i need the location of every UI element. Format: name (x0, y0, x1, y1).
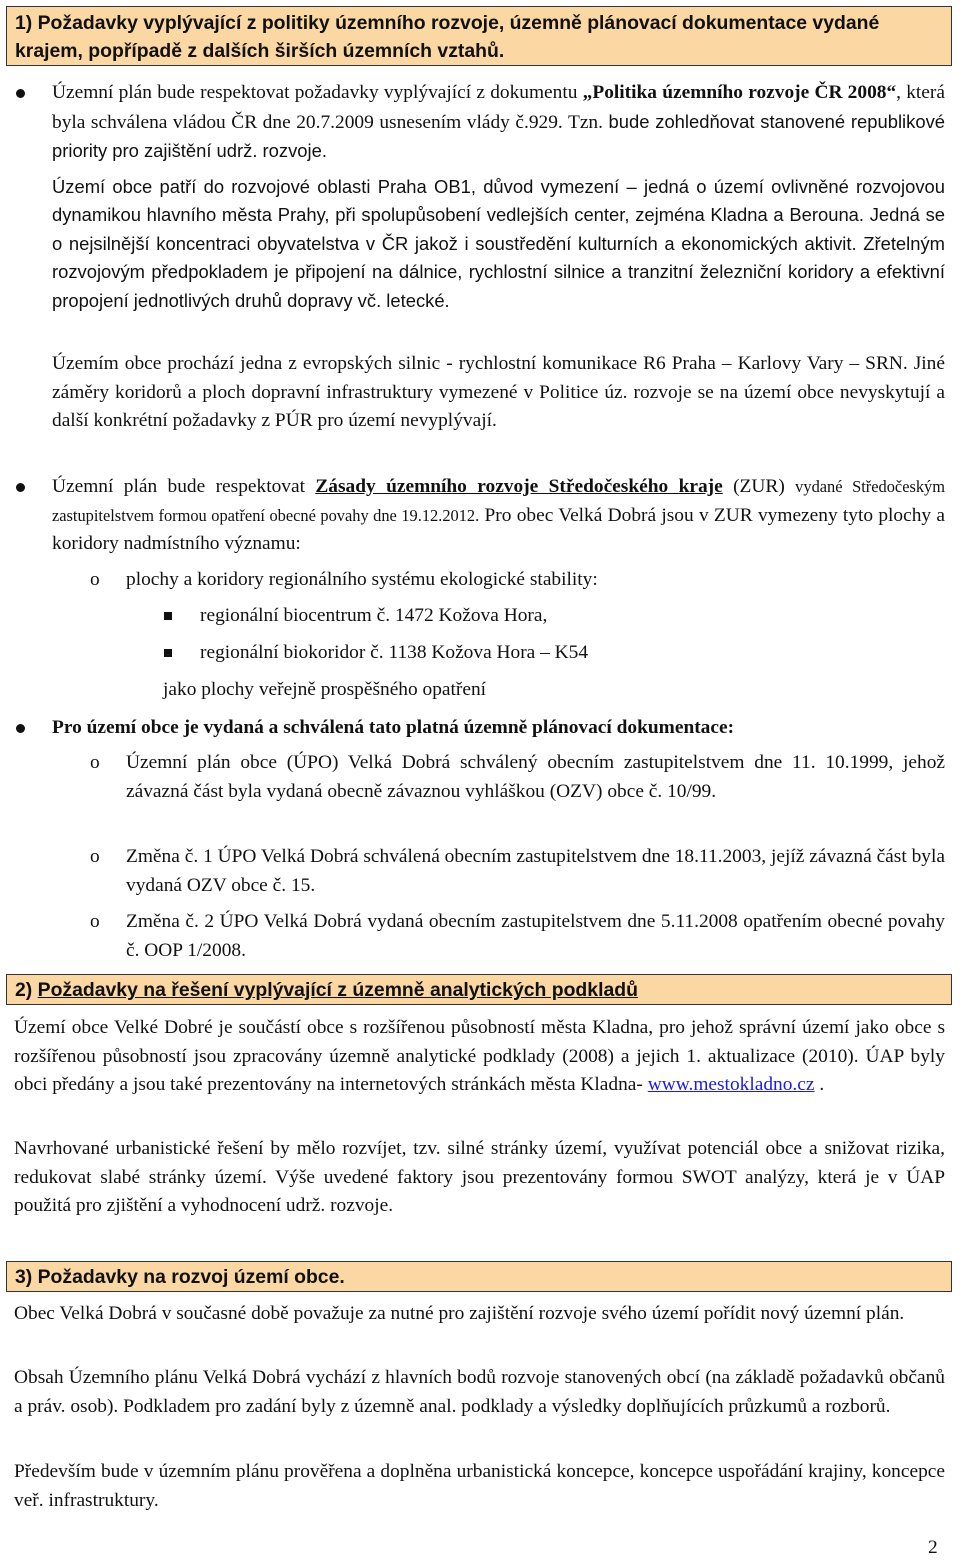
uap-paragraph: Území obce Velké Dobré je součástí obce s rozšířenou působností města Kladna, pro jehož správní území jako obce s rozšířenou působností jsou zpracovány územně analytické podklady (2008) a jejich 1. aktualizace (2010). ÚAP byly obci předány a jsou také prezentovány na internetových stránkách města Kladna- www.mestokladno.cz . (14, 1017, 945, 1095)
page-number: 2 (928, 1537, 938, 1558)
circle-bullet-icon: o (90, 752, 100, 773)
doc-item: Územní plán obce (ÚPO) Velká Dobrá schválený obecním zastupitelstvem dne 11. 10.1999, jehož závazná část byla vydaná obecně závaznou vyhláškou (OZV) obce č. 10/99. (126, 752, 945, 802)
concept-paragraph: Především bude v územním plánu prověřena a doplněna urbanistická koncepce, koncepce uspořádání krajiny, koncepce veř. infrastruktury. (14, 1461, 945, 1511)
bullet-icon (16, 483, 25, 492)
section-2-header: 2) Požadavky na řešení vyplývající z územně analytických podkladů (6, 974, 952, 1005)
square-bullet-icon (164, 649, 172, 657)
kladno-website-link[interactable]: www.mestokladno.cz (647, 1074, 815, 1095)
bullet-icon (16, 724, 25, 733)
circle-bullet-icon: o (90, 846, 100, 867)
zur-paragraph: Územní plán bude respektovat Zásady územního rozvoje Středočeského kraje (ZUR) vydané Středočeským zastupitelstvem formou opatření obecné povahy dne 19.12.2012. Pro obec Velká Dobrá jsou v ZUR vymezeny tyto plochy a koridory nadmístního významu: (52, 476, 946, 554)
section-3-header: 3) Požadavky na rozvoj území obce. (6, 1261, 952, 1292)
road-paragraph: Územím obce prochází jedna z evropských silnic - rychlostní komunikace R6 Praha – Karlovy Vary – SRN. Jiné záměry koridorů a ploch dopravní infrastruktury vymezené v Politice úz. rozvoje se na území obce nevyskytují a další konkrétní požadavky z PÚR pro území nevyplývají. (52, 353, 945, 431)
territory-paragraph: Území obce patří do rozvojové oblasti Praha OB1, důvod vymezení – jedná o území ovlivněné rozvojovou dynamikou hlavního města Prahy, při spolupůsobení vedlejších center, zejména Kladna a Berouna. Jedná se o nejsilnější koncentraci obyvatelstva v ČR jakož i soustředění kulturních a ekonomických aktivit. Zřetelným rozvojovým předpokladem je připojení na dálnice, rychlostní silnice a tranzitní železniční koridory a efektivní propojení jednotlivých druhů dopravy vč. letecké. (52, 176, 945, 311)
doc-item: Změna č. 1 ÚPO Velká Dobrá schválená obecním zastupitelstvem dne 18.11.2003, jejíž závazná část byla vydaná OZV obce č. 15. (126, 846, 945, 896)
circle-bullet-icon: o (90, 911, 100, 932)
bullet-icon (16, 89, 25, 98)
new-plan-paragraph: Obec Velká Dobrá v současné době považuje za nutné pro zajištění rozvoje svého území pořídit nový územní plán. (14, 1303, 905, 1324)
urbanism-paragraph: Navrhované urbanistické řešení by mělo rozvíjet, tzv. silné stránky území, využívat potenciál obce a snižovat rizika, redukovat slabé stránky území. Výše uvedené faktory jsou prezentovány formou SWOT analýzy, která je v ÚAP použitá pro zjištění a vyhodnocení udrž. rozvoje. (14, 1138, 945, 1216)
public-benefit-note: jako plochy veřejně prospěšného opatření (163, 679, 487, 700)
valid-docs-heading: Pro území obce je vydaná a schválená tato platná územně plánovací dokumentace: (52, 717, 735, 738)
circle-bullet-icon: o (90, 569, 100, 590)
plan-content-paragraph: Obsah Územního plánu Velká Dobrá vychází z hlavních bodů rozvoje stanovených obcí (na základě požadavků občanů a práv. osob). Podkladem pro zadání byly z územně anal. podklady a výsledky doplňujících průzkumů a rozborů. (14, 1367, 945, 1417)
circle-list-item: plochy a koridory regionálního systému ekologické stability: (126, 569, 598, 590)
section-1-header: 1) Požadavky vyplývající z politiky územního rozvoje, územně plánovací dokumentace vydané krajem, popřípadě z dalších širších územních vztahů. (6, 6, 952, 66)
square-bullet-icon (164, 612, 172, 620)
square-list-item: regionální biokoridor č. 1138 Kožova Hora – K54 (200, 642, 589, 663)
square-list-item: regionální biocentrum č. 1472 Kožova Hora, (200, 605, 548, 626)
doc-item: Změna č. 2 ÚPO Velká Dobrá vydaná obecním zastupitelstvem dne 5.11.2008 opatřením obecné povahy č. OOP 1/2008. (126, 911, 945, 961)
policy-paragraph: Územní plán bude respektovat požadavky vyplývající z dokumentu „Politika územního rozvoje ČR 2008“, která byla schválena vládou ČR dne 20.7.2009 usnesením vlády č.929. Tzn. bude zohledňovat stanovené republikové priority pro zajištění udrž. rozvoje. (52, 82, 945, 161)
